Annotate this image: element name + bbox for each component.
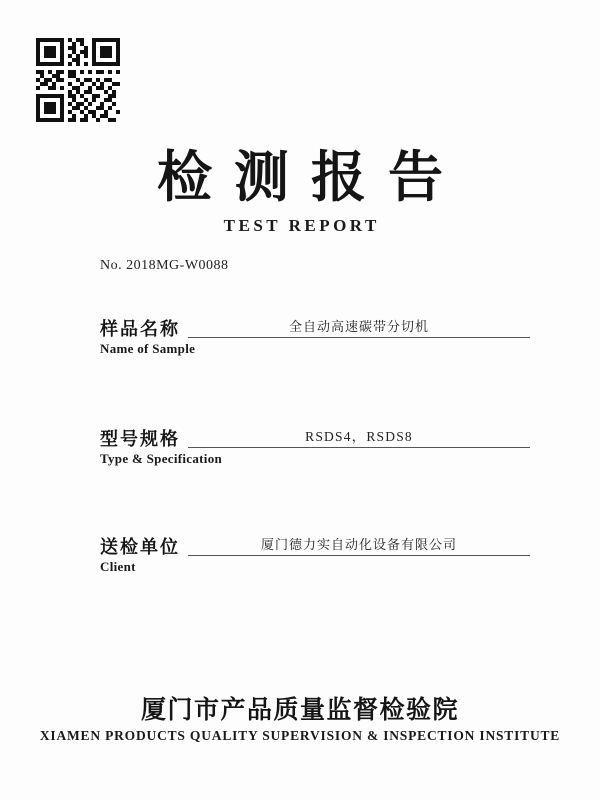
field-type-specification [100, 422, 530, 467]
report-number: No. 2018MG-W0088 [100, 258, 229, 273]
field-label-en: Client [100, 559, 136, 574]
field-row [100, 530, 530, 556]
field-value: RSDS4，RSDS8 [305, 429, 413, 444]
field-client [100, 530, 530, 575]
issuer-name-en: XIAMEN PRODUCTS QUALITY SUPERVISION & INSPECTION INSTITUTE [39, 728, 561, 743]
field-value: 全自动高速碳带分切机 [288, 319, 429, 334]
field-value-underline [188, 425, 530, 448]
report-title-cn: 检测报告 [156, 147, 465, 208]
field-label-en: Name of Sample [100, 341, 196, 356]
field-label-cn: 型号规格 [100, 429, 180, 449]
field-label-cn: 样品名称 [100, 319, 180, 339]
issuer-name-cn: 厦门市产品质量监督检验院 [140, 697, 459, 724]
report-title-en: TEST REPORT [223, 216, 380, 235]
field-label-cn: 送检单位 [100, 537, 180, 557]
field-value: 厦门德力实自动化设备有限公司 [260, 537, 457, 552]
field-label-en: Type & Specification [100, 451, 223, 466]
field-name-of-sample [100, 312, 530, 357]
field-value-underline [188, 533, 530, 556]
qr-code-icon [36, 38, 120, 122]
field-row [100, 312, 530, 338]
field-value-underline [188, 315, 530, 338]
field-row [100, 422, 530, 448]
